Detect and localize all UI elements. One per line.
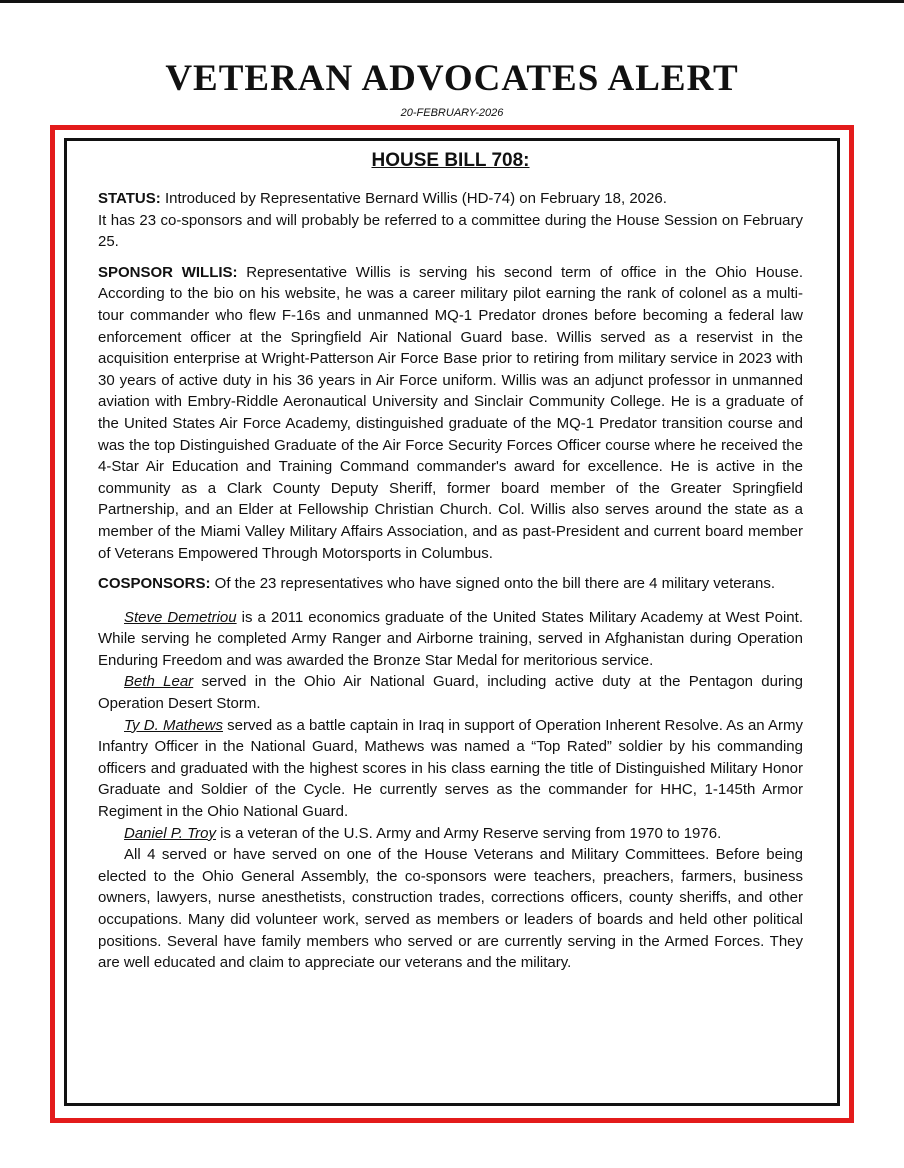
- veteran-entry: [98, 823, 803, 845]
- veteran-description: is a veteran of the U.S. Army and Army Reserve serving from 1970 to 1976.: [216, 824, 722, 842]
- veteran-name: Ty D. Mathews: [124, 716, 223, 734]
- cosponsors-text: Of the 23 representatives who have signed onto the bill there are 4 military veterans.: [210, 575, 775, 593]
- veteran-name: Steve Demetriou: [124, 608, 237, 626]
- sponsor-text: Representative Willis is serving his second term of office in the Ohio House. According to the bio on his website, he was a career military pilot earning the rank of colonel as a multi-tour commander who flew F-16s and unmanned MQ-1 Predator drones before becoming a federal law enforcement officer at the Springfield Air National Guard base. Willis served as a reservist in the acquisition enterprise at Wright-Patterson Air Force Base prior to retiring from military service in 2023 with 30 years of active duty in his 36 years in Air Force uniform. Willis was an adjunct professor in unmanned aviation with Embry-Riddle Aeronautical University and Sinclair Community College. He is a graduate of the United States Air Force Academy, distinguished graduate of the MQ-1 Predator transition course and was the top Distinguished Graduate of the Air Force Security Forces Officer course where he received the 4-Star Air Education and Training Command commander's award for excellence. He is active in the community as a Clark County Deputy Sheriff, former board member of the Greater Springfield Partnership, and an Elder at Fellowship Christian Church. Col. Willis also serves around the state as a member of the Miami Valley Military Affairs Association, and as past-President and current board member of Veterans Empowered Through Motorsports in Columbus.: [98, 263, 803, 562]
- newsletter-title: VETERAN ADVOCATES ALERT: [165, 58, 739, 99]
- veteran-description: is a 2011 economics graduate of the United States Military Academy at West Point. While serving he completed Army Ranger and Airborne training, served in Afghanistan during Operation Enduring Freedom and was awarded the Bronze Star Medal for meritorious service.: [98, 608, 803, 669]
- veteran-entry: [98, 671, 803, 714]
- cosponsors-paragraph: [98, 573, 803, 595]
- veteran-entry: [98, 607, 803, 672]
- cosponsors-label: COSPONSORS:: [98, 575, 211, 593]
- sponsor-label: SPONSOR WILLIS:: [98, 263, 238, 281]
- status-line-2: It has 23 co-sponsors and will probably be referred to a committee during the House Session on February 25.: [98, 211, 803, 251]
- veteran-description: served as a battle captain in Iraq in support of Operation Inherent Resolve. As an Army Infantry Officer in the National Guard, Mathews was named a “Top Rated” soldier by his commanding officers and graduated with the highest scores in his class earning the title of Distinguished Military Honor Graduate and Soldier of the Cycle. He currently serves as the commander for HHC, 1-145th Armor Regiment in the Ohio National Guard.: [98, 716, 804, 821]
- veteran-description: served in the Ohio Air National Guard, including active duty at the Pentagon during Operation Desert Storm.: [98, 673, 804, 713]
- issue-date: 20-FEBRUARY-2026: [400, 107, 504, 119]
- closing-paragraph: All 4 served or have served on one of the House Veterans and Military Committees. Before being elected to the Ohio General Assembly, the co-sponsors were teachers, preachers, farmers, business owners, lawyers, nurse anesthetists, construction trades, corrections officers, county sheriffs, and other occupations. Many did volunteer work, served as members or leaders of boards and held other political positions. Several have family members who served or are currently serving in the Armed Forces. They are well educated and claim to appreciate our veterans and the military.: [98, 846, 803, 972]
- status-paragraph: [98, 188, 803, 210]
- veteran-name: Daniel P. Troy: [124, 824, 216, 842]
- top-rule: [0, 0, 904, 3]
- veteran-name: Beth Lear: [124, 673, 194, 691]
- status-line-1: Introduced by Representative Bernard Willis (HD-74) on February 18, 2026.: [160, 190, 667, 207]
- veteran-entry: [98, 715, 803, 823]
- bill-heading: HOUSE BILL 708:: [371, 150, 530, 171]
- article-body: [98, 146, 803, 974]
- sponsor-paragraph: [98, 262, 803, 564]
- status-label: STATUS:: [98, 190, 161, 207]
